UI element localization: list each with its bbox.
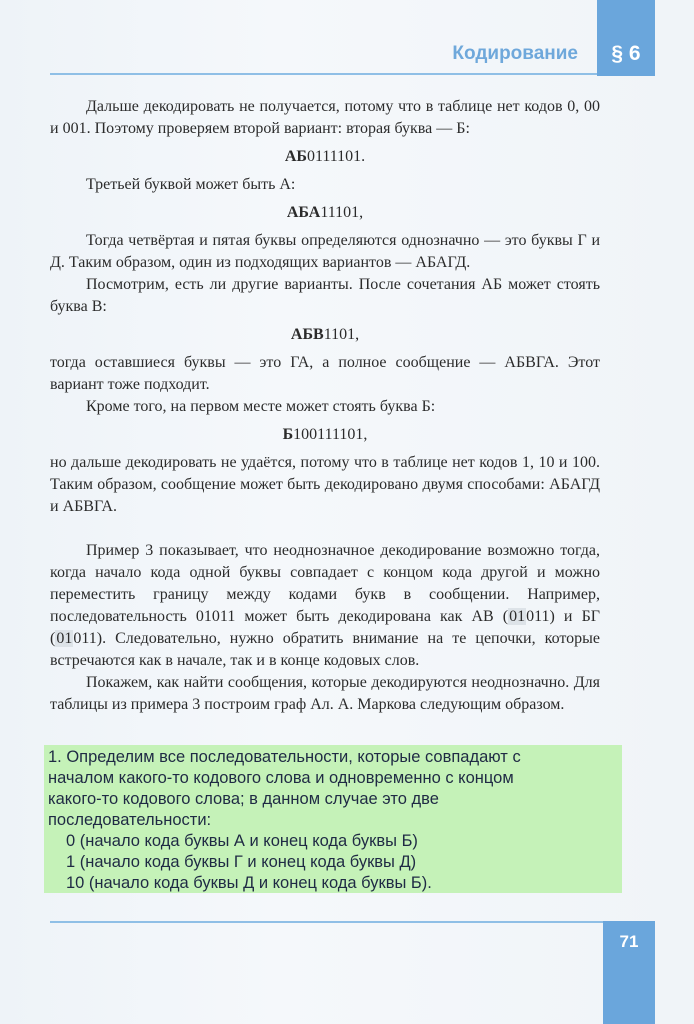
note-line: последовательности: [48, 811, 212, 829]
formula-letters: АБА [286, 204, 321, 221]
paragraph: Тогда четвёртая и пятая буквы определяются однозначно — это буквы Г и Д. Таким образом, один из подходящих вариантов — АБАГД. [50, 232, 600, 271]
formula-code: 1101, [323, 326, 360, 343]
section-number: § 6 [611, 42, 641, 65]
text-run: 011) и БГ ( [50, 608, 601, 647]
note-line: какого-то кодового слова; в данном случае это две [48, 790, 439, 808]
highlighted-note [44, 745, 622, 893]
formula-letters: Б [282, 426, 294, 443]
note-item: 0 (начало кода буквы А и конец кода буквы Б) [66, 832, 418, 850]
footer-divider [50, 921, 603, 923]
note-item: 10 (начало кода буквы Д и конец кода буквы Б). [66, 874, 432, 892]
note-item: 1 (начало кода буквы Г и конец кода буквы Д) [66, 853, 417, 871]
formula [50, 424, 600, 446]
note-line: 1. Определим все последовательности, которые совпадают с [48, 748, 521, 766]
formula-code: 100111101, [293, 426, 368, 443]
highlight: 01 [56, 630, 73, 647]
chapter-title: Кодирование [452, 43, 578, 64]
spacer [50, 518, 600, 540]
formula [50, 146, 600, 168]
text-run: Пример 3 показывает, что неоднозначное декодирование возможно тогда, когда начало кода одной буквы совпадает с концом кода другой и можно переместить границу между кодами букв в сообщении. Например, последовательность 01011 может быть декодирована как АВ ( [50, 542, 600, 625]
note-line: началом какого-то кодового слова и одновременно с концом [48, 769, 514, 787]
paragraph-example-3 [50, 540, 600, 672]
paragraph: Посмотрим, есть ли другие варианты. После сочетания АБ может стоять буква В: [50, 276, 600, 315]
header-divider [50, 73, 597, 75]
paragraph: Покажем, как найти сообщения, которые декодируются неоднозначно. Для таблицы из примера 3 построим граф Ал. А. Маркова следующим образом. [50, 674, 600, 713]
main-text [50, 96, 600, 716]
formula-letters: АБВ [290, 326, 324, 343]
paragraph: Дальше декодировать не получается, потому что в таблице нет кодов 0, 00 и 001. Поэтому проверяем второй вариант: вторая буква — Б: [50, 98, 600, 137]
formula [50, 202, 600, 224]
formula-code: 0111101. [306, 148, 366, 165]
highlight: 01 [509, 608, 526, 625]
text-run: 011). Следовательно, нужно обратить внимание на те цепочки, которые встречаются как в начале, так и в конце кодовых слов. [50, 630, 600, 669]
paragraph: Третьей буквой может быть А: [86, 176, 296, 193]
formula-code: 11101, [320, 204, 364, 221]
formula [50, 324, 600, 346]
formula-letters: АБ [284, 148, 307, 165]
paragraph: тогда оставшиеся буквы — это ГА, а полное сообщение — АБВГА. Этот вариант тоже подходит. [50, 354, 600, 393]
paragraph: но дальше декодировать не удаётся, потому что в таблице нет кодов 1, 10 и 100. Таким образом, сообщение может быть декодировано двумя способами: АБАГД и АБВГА. [50, 454, 600, 515]
paragraph: Кроме того, на первом месте может стоять буква Б: [86, 398, 436, 415]
page-number: 71 [619, 932, 639, 951]
